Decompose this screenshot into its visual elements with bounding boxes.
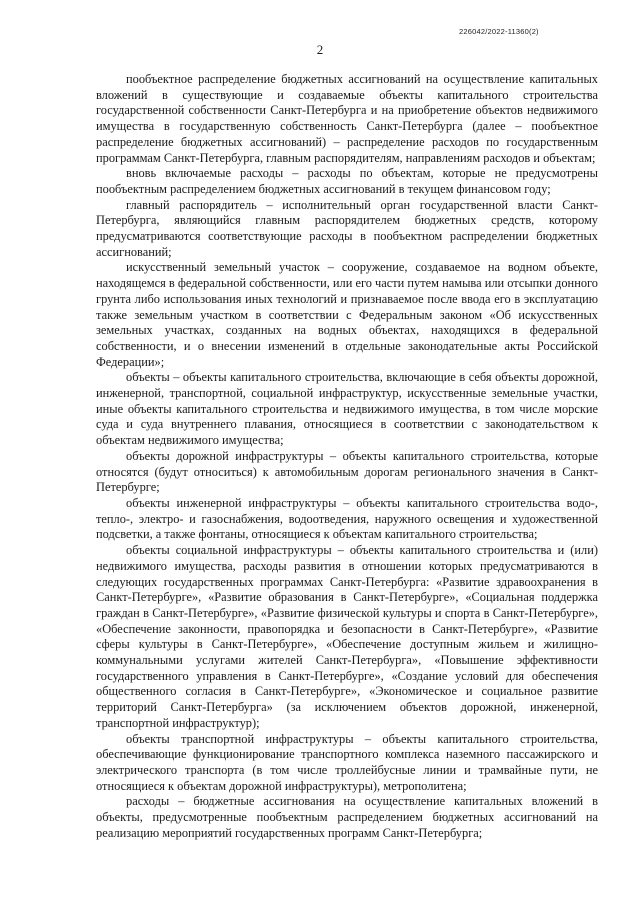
paragraph-definition-road-infrastructure: объекты дорожной инфраструктуры – объекты капитального строительства, которые относятся (будут относиться) к автомобильным дорогам регионального значения в Санкт-Петербурге; (96, 448, 598, 495)
paragraph-definition-objects: объекты – объекты капитального строительства, включающие в себя объекты дорожной, инженерной, транспортной, социальной инфраструктур, искусственные земельные участки, иные объекты капитального строительства и недвижимого имущества, в том числе морские суда и суда внутреннего плавания, относящиеся в соответствии с законодательством к объектам недвижимого имущества; (96, 370, 598, 448)
paragraph-definition-transport-infrastructure: объекты транспортной инфраструктуры – объекты капитального строительства, обеспечивающие функционирование транспортного комплекса наземного пассажирского и электрического транспорта (в том числе троллейбусные линии и трамвайные пути, не относящиеся к объектам дорожной инфраструктуры), метрополитена; (96, 731, 598, 793)
paragraph-definition-main-administrator: главный распорядитель – исполнительный орган государственной власти Санкт-Петербурга, являющийся главным распорядителем бюджетных средств, которому предусматриваются соответствующие расходы в пообъектном распределении бюджетных ассигнований; (96, 197, 598, 259)
document-registration-number: 226042/2022-11360(2) (459, 27, 539, 36)
paragraph-definition-new-expenses: вновь включаемые расходы – расходы по объектам, которые не предусмотрены пообъектным распределением бюджетных ассигнований в текущем финансовом году; (96, 166, 598, 196)
paragraph-definition-expenses: расходы – бюджетные ассигнования на осуществление капитальных вложений в объекты, предусмотренные пообъектным распределением бюджетных ассигнований на реализацию мероприятий государственных программ Санкт-Петербурга; (96, 794, 598, 840)
page-number: 2 (316, 42, 324, 57)
document-body (96, 72, 598, 841)
paragraph-definition-artificial-land: искусственный земельный участок – сооружение, создаваемое на водном объекте, находящемся в федеральной собственности, или его части путем намыва или отсыпки донного грунта либо использования иных технологий и признаваемое после ввода его в эксплуатацию также земельным участком в соответствии с Федеральным законом «Об искусственных земельных участках, созданных на водных объектах, находящихся в федеральной собственности, и о внесении изменений в отдельные законодательные акты Российской Федерации»; (96, 260, 598, 369)
paragraph-definition-distribution: пообъектное распределение бюджетных ассигнований на осуществление капитальных вложений в существующие и создаваемые объекты капитального строительства государственной собственности Санкт-Петербурга и на приобретение объектов недвижимого имущества в государственную собственность Санкт-Петербурга (далее – пообъектное распределение бюджетных ассигнований) – распределение расходов по государственным программам Санкт-Петербурга, главным распорядителям, направлениям расходов и объектам; (96, 72, 598, 165)
paragraph-definition-social-infrastructure: объекты социальной инфраструктуры – объекты капитального строительства и (или) недвижимого имущества, расходы развития в отношении которых предусматриваются в следующих государственных программах Санкт-Петербурга: «Развитие здравоохранения в Санкт-Петербурге», «Развитие образования в Санкт-Петербурге», «Социальная поддержка граждан в Санкт-Петербурге», «Развитие физической культуры и спорта в Санкт-Петербурге», «Обеспечение законности, правопорядка и безопасности в Санкт-Петербурге», «Развитие сферы культуры в Санкт-Петербурге», «Обеспечение доступным жильем и жилищно-коммунальными услугами жителей Санкт-Петербурга», «Повышение эффективности государственного управления в Санкт-Петербурге», «Создание условий для обеспечения общественного согласия в Санкт-Петербурге», «Экономическое и социальное развитие территорий Санкт-Петербурга» (за исключением объектов дорожной, инженерной, транспортной инфраструктур); (96, 543, 598, 730)
paragraph-definition-engineering-infrastructure: объекты инженерной инфраструктуры – объекты капитального строительства водо-, тепло-, электро- и газоснабжения, водоотведения, наружного освещения и художественной подсветки, а также фонтаны, относящиеся к объектам капитального строительства; (96, 495, 598, 542)
